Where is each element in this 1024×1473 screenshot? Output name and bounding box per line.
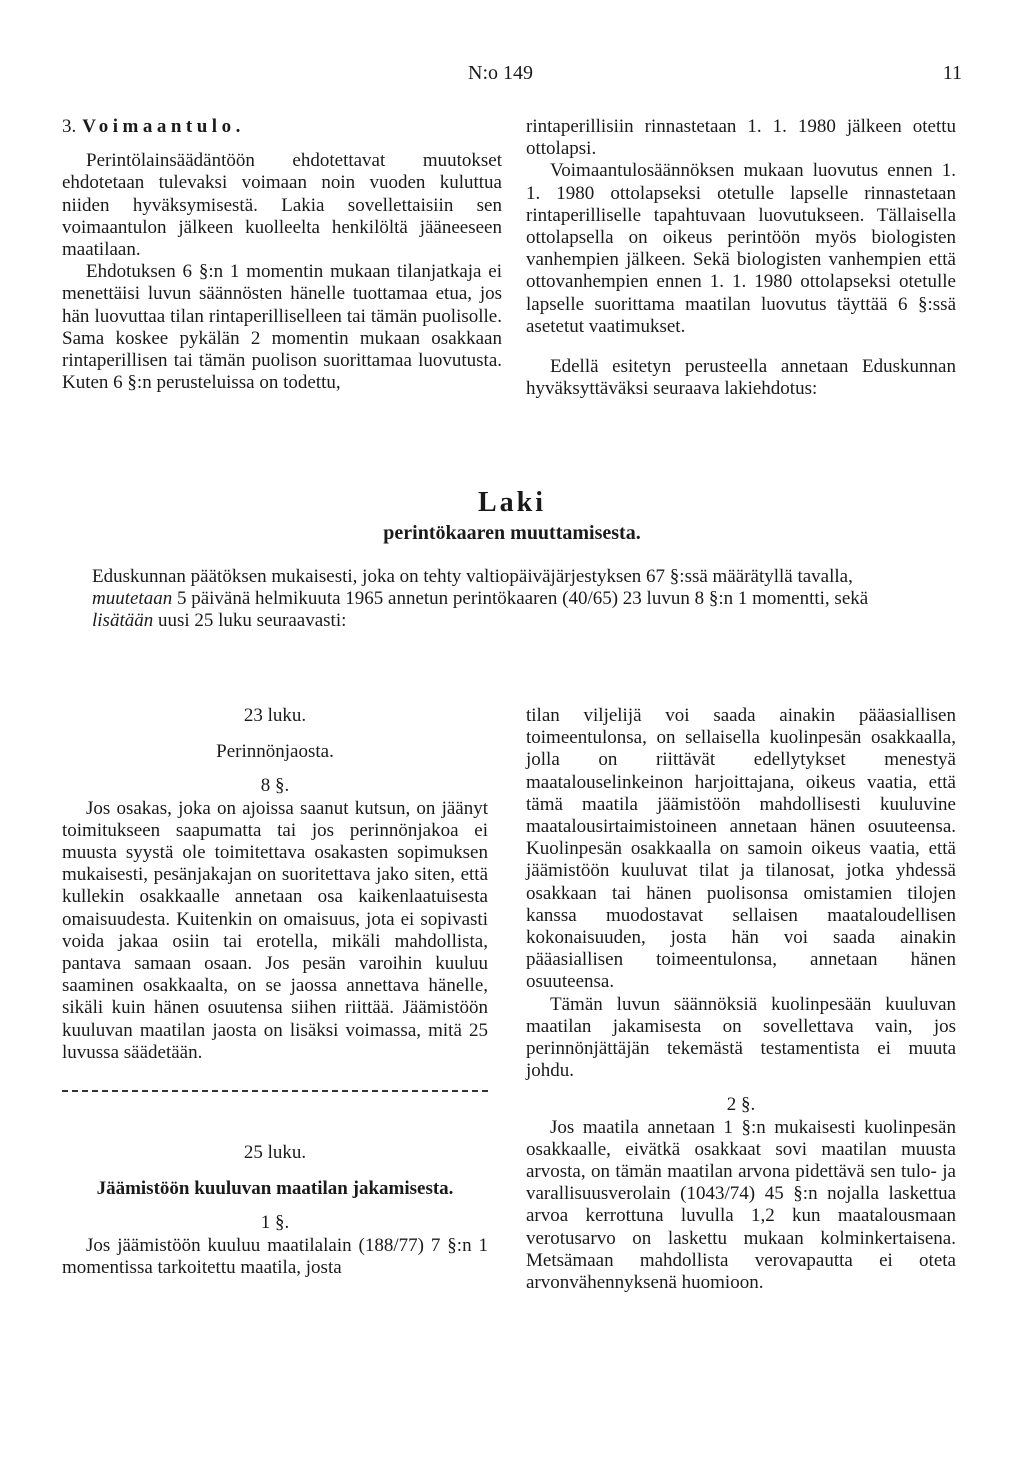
chapter-heading: 23 luku.: [243, 705, 307, 726]
chapter-title: Jäämistöön kuuluvan maatilan jakamisesta.: [96, 1178, 454, 1200]
intro-left-column: [62, 116, 502, 394]
section-heading: 8 §.: [260, 775, 290, 797]
intro-paragraph: Perintölainsäädäntöön ehdotettavat muutokset ehdotetaan tulevaksi voimaan noin vuoden kuluttua niiden hyväksymisestä. Lakia sovellettaisiin sen voimaantulon jälkeen kuolleelta henkilöltä jääneeseen maatilaan.: [62, 150, 502, 261]
intro-paragraph: Voimaantulosäännöksen mukaan luovutus ennen 1. 1. 1980 ottolapseksi otetulle lapselle rinnastetaan rintaperilliselle tapahtuvaan luovutukseen. Tällaisella ottolapsella on oikeus perintöön myös biologisten vanhempien jälkeen. Sekä biologisten vanhempien että ottovanhempien ennen 1. 1. 1980 ottolapseksi otetulle lapselle suorittama maatilan luovutus täyttää 6 §:ssä asetetut vaatimukset.: [526, 160, 956, 337]
omission-divider: [62, 1090, 488, 1092]
preamble-added: [92, 610, 956, 632]
amended-text: 5 päivänä helmikuuta 1965 annetun perintökaaren (40/65) 23 luvun 8 §:n 1 momentti, sekä: [176, 588, 869, 610]
law-left-column: [62, 705, 488, 1279]
section-title: Voimaantulo.: [82, 116, 245, 137]
intro-paragraph: rintaperillisiin rinnastetaan 1. 1. 1980 jälkeen otettu ottolapsi.: [526, 116, 956, 160]
section-heading: 1 §.: [260, 1212, 290, 1234]
section-heading: [62, 116, 502, 138]
law-subtitle: perintökaaren muuttamisesta.: [383, 522, 641, 544]
law-preamble: [92, 566, 956, 633]
chapter-title: Perinnönjaosta.: [216, 741, 334, 763]
law-title: Laki: [477, 487, 547, 518]
intro-paragraph: Ehdotuksen 6 §:n 1 momentin mukaan tilanjatkaja ei menettäisi luvun säännösten hänelle tuottamaa etua, jos hän luovuttaa tilan rintaperilliselleen tai tämän puolisolle. Sama koskee pykälän 2 momentin mukaan osakkaan rintaperillisen tai tämän puolison suorittamaa luovutusta. Kuten 6 §:n perusteluissa on todettu,: [62, 261, 502, 394]
section-text: Jos maatila annetaan 1 §:n mukaisesti kuolinpesän osakkaalle, eivätkä osakkaat sovi maatilan muusta arvosta, on tämän maatilan arvona pidettävä sen tulo- ja varallisuusverolain (1043/74) 45 §:n nojalla laskettua arvoa kerrottuna luvulla 1,2 kun maatalousmaan verotusarvo on laskettu mukaan kolminkertaisena. Metsämaan mahdollista verovapautta ei oteta arvonvähennyksenä huomioon.: [526, 1116, 956, 1294]
chapter-heading: 25 luku.: [243, 1142, 307, 1164]
added-text: uusi 25 luku seuraavasti:: [157, 610, 347, 632]
document-number: N:o 149: [468, 62, 533, 84]
preamble-line: Eduskunnan päätöksen mukaisesti, joka on tehty valtiopäiväjärjestyksen 67 §:ssä määrätyllä tavalla,: [92, 566, 853, 587]
section-number: 3.: [62, 116, 77, 137]
intro-right-column: [526, 116, 956, 400]
section-heading: 2 §.: [726, 1094, 756, 1116]
amended-word: muutetaan: [92, 588, 173, 610]
law-right-column: [526, 705, 956, 1294]
intro-final-paragraph: Edellä esitetyn perusteella annetaan Eduskunnan hyväksyttäväksi seuraava lakiehdotus:: [526, 356, 956, 400]
page-number: 11: [942, 62, 962, 84]
section-text: tilan viljelijä voi saada ainakin pääasiallisen toimeentulonsa, on sellaisella kuolinpesän osakkaalla, jolla on riittävät edellytykset menestyä maatalouselinkeinon harjoittajana, oikeus vaatia, että tämä maatila jäämistöön mahdollisesti kuuluvine maatalousirtaimistoineen annetaan hänen osuuteensa. Kuolinpesän osakkaalla on samoin oikeus vaatia, että jäämistöön kuuluvat tilat ja tilanosat, jotka yhdessä osakkaan tai hänen puolisonsa omistamien tilojen kanssa muodostavat sellaisen maataloudellisen kokonaisuuden, josta hän voi saada ainakin pääasiallisen toimeentulonsa, annetaan hänen osuuteensa.: [526, 705, 956, 993]
added-word: lisätään: [92, 610, 154, 632]
section-text: Jos jäämistöön kuuluu maatilalain (188/77) 7 §:n 1 momentissa tarkoitettu maatila, josta: [62, 1234, 488, 1278]
preamble-amended: [92, 588, 956, 610]
section-text: Tämän luvun säännöksiä kuolinpesään kuuluvan maatilan jakamisesta on sovellettava vain, jos perinnönjättäjän tekemästä testamentista ei muuta johdu.: [526, 993, 956, 1082]
section-text: Jos osakas, joka on ajoissa saanut kutsun, on jäänyt toimitukseen saapumatta tai jos perinnönjakoa ei muusta syystä ole toimitettava osakasten sopimuksen mukaisesti, pesänjakajan on suoritettava jako siten, että kullekin osakkaalle annetaan osa kaikenlaatuisesta omaisuudesta. Kuitenkin on omaisuus, jota ei sopivasti voida jakaa osiin tai erotella, mikäli mahdollista, pantava samaan osaan. Jos pesän varoihin kuuluu saaminen osakkaalta, on se jaossa annettava hänelle, sikäli kuin hänen osuutensa siihen riittää. Jäämistöön kuuluvan maatilan jaosta on lisäksi voimassa, mitä 25 luvussa säädetään.: [62, 797, 488, 1063]
